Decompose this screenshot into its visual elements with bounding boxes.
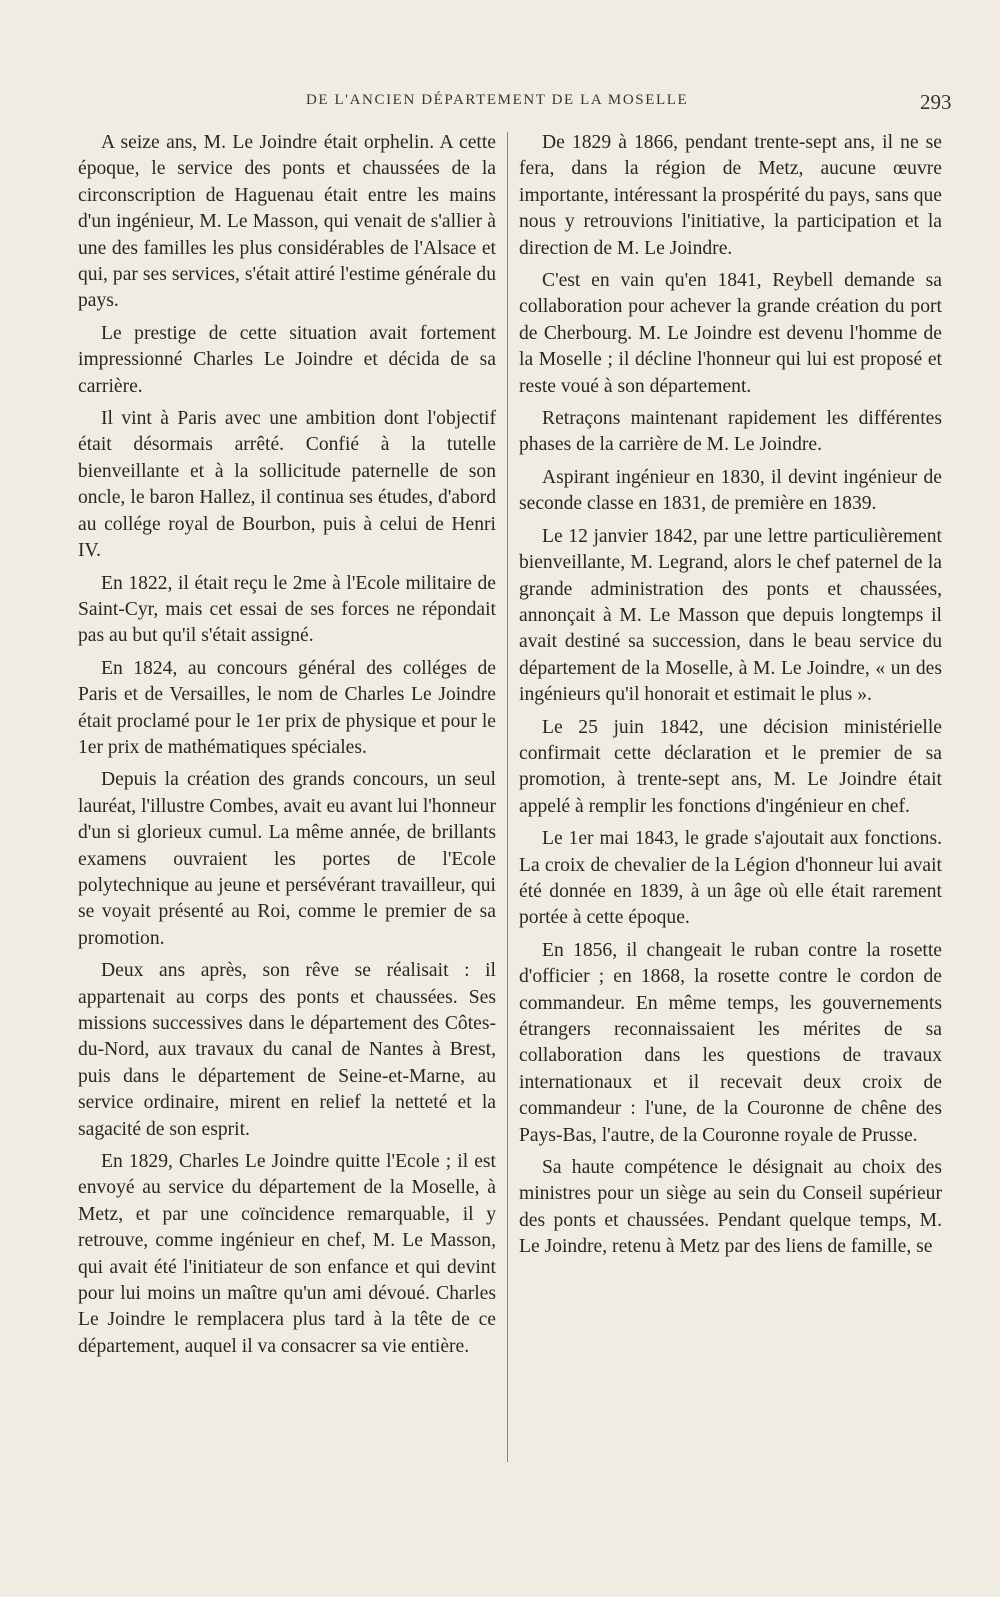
paragraph: Le 25 juin 1842, une décision ministérielle confirmait cette déclaration et le premier de sa promotion, à trente-sept ans, M. Le Joindre était appelé à remplir les fonctions d'ingénieur en chef. (519, 716, 942, 817)
paragraph: En 1856, il changeait le ruban contre la rosette d'officier ; en 1868, la rosette contre le cordon de commandeur. En même temps, les gouvernements étrangers reconnaissaient les mérites de sa collaboration dans les questions de travaux internationaux et il recevait deux croix de commandeur : l'une, de la Couronne de chêne des Pays-Bas, l'autre, de la Couronne royale de Prusse. (519, 939, 942, 1146)
left-column (78, 130, 496, 1475)
paragraph: Aspirant ingénieur en 1830, il devint ingénieur de seconde classe en 1831, de première en 1839. (519, 466, 942, 515)
paragraph: En 1822, il était reçu le 2me à l'Ecole militaire de Saint-Cyr, mais cet essai de ses forces ne répondait pas au but qu'il s'était assigné. (78, 572, 496, 647)
paragraph: Il vint à Paris avec une ambition dont l'objectif était désormais arrêté. Confié à la tutelle bienveillante et à la sollicitude paternelle de son oncle, le baron Hallez, il continua ses études, d'abord au collége royal de Bourbon, puis à celui de Henri IV. (78, 408, 496, 562)
paragraph: Le 1er mai 1843, le grade s'ajoutait aux fonctions. La croix de chevalier de la Légion d'honneur lui avait été donnée en 1839, à un âge où elle était rarement portée à cette époque. (519, 828, 942, 929)
paragraph: Le 12 janvier 1842, par une lettre particulièrement bienveillante, M. Legrand, alors le chef paternel de la grande administration des ponts et chaussées, annonçait à M. Le Masson que depuis longtemps il avait destiné sa succession, dans le beau service du département de la Moselle, à M. Le Joindre, « un des ingénieurs qu'il honorait et estimait le plus ». (519, 525, 942, 706)
paragraph: Depuis la création des grands concours, un seul lauréat, l'illustre Combes, avait eu avant lui l'honneur d'un si glorieux cumul. La même année, de brillants examens ouvraient les portes de l'Ecole polytechnique au jeune et persévérant travailleur, qui se voyait présenté au Roi, comme le premier de sa promotion. (78, 769, 496, 949)
paragraph: Deux ans après, son rêve se réalisait : il appartenait au corps des ponts et chaussées. Ses missions successives dans le département des Côtes-du-Nord, aux travaux du canal de Nantes à Brest, puis dans le département de Seine-et-Marne, au service ordinaire, mirent en relief la netteté et la sagacité de son esprit. (78, 960, 496, 1140)
running-title: DE L'ANCIEN DÉPARTEMENT DE LA MOSELLE (306, 92, 689, 108)
paragraph: Le prestige de cette situation avait fortement impressionné Charles Le Joindre et décida de sa carrière. (78, 322, 496, 397)
running-header (0, 92, 1000, 118)
paragraph: A seize ans, M. Le Joindre était orphelin. A cette époque, le service des ponts et chaussées de la circonscription de Haguenau était entre les mains d'un ingénieur, M. Le Masson, qui venait de s'allier à une des familles les plus considérables de l'Alsace et qui, par ses services, s'était attiré l'estime générale du pays. (78, 132, 496, 312)
paragraph: En 1824, au concours général des colléges de Paris et de Versailles, le nom de Charles Le Joindre était proclamé pour le 1er prix de physique et pour le 1er prix de mathématiques spéciales. (78, 657, 496, 758)
column-divider (507, 132, 508, 1462)
paragraph: C'est en vain qu'en 1841, Reybell demande sa collaboration pour achever la grande création du port de Cherbourg. M. Le Joindre est devenu l'homme de la Moselle ; il décline l'honneur qui lui est proposé et reste voué à son département. (519, 270, 942, 397)
paragraph: Retraçons maintenant rapidement les différentes phases de la carrière de M. Le Joindre. (519, 408, 942, 456)
paragraph: En 1829, Charles Le Joindre quitte l'Ecole ; il est envoyé au service du département de la Moselle, à Metz, et par une coïncidence remarquable, il y retrouve, comme ingénieur en chef, M. Le Masson, qui avait été l'initiateur de son enfance et qui devint pour lui moins un maître qu'un ami dévoué. Charles Le Joindre le remplacera plus tard à la tête de ce département, auquel il va consacrer sa vie entière. (78, 1151, 496, 1357)
paragraph: De 1829 à 1866, pendant trente-sept ans, il ne se fera, dans la région de Metz, aucune œuvre importante, intéressant la prospérité du pays, sans que nous y retrouvions l'initiative, la participation et la direction de M. Le Joindre. (519, 132, 942, 259)
paragraph: Sa haute compétence le désignait au choix des ministres pour un siège au sein du Conseil supérieur des ponts et chaussées. Pendant quelque temps, M. Le Joindre, retenu à Metz par des liens de famille, se (519, 1157, 942, 1258)
right-column (519, 130, 942, 1475)
page-number: 293 (920, 90, 952, 114)
